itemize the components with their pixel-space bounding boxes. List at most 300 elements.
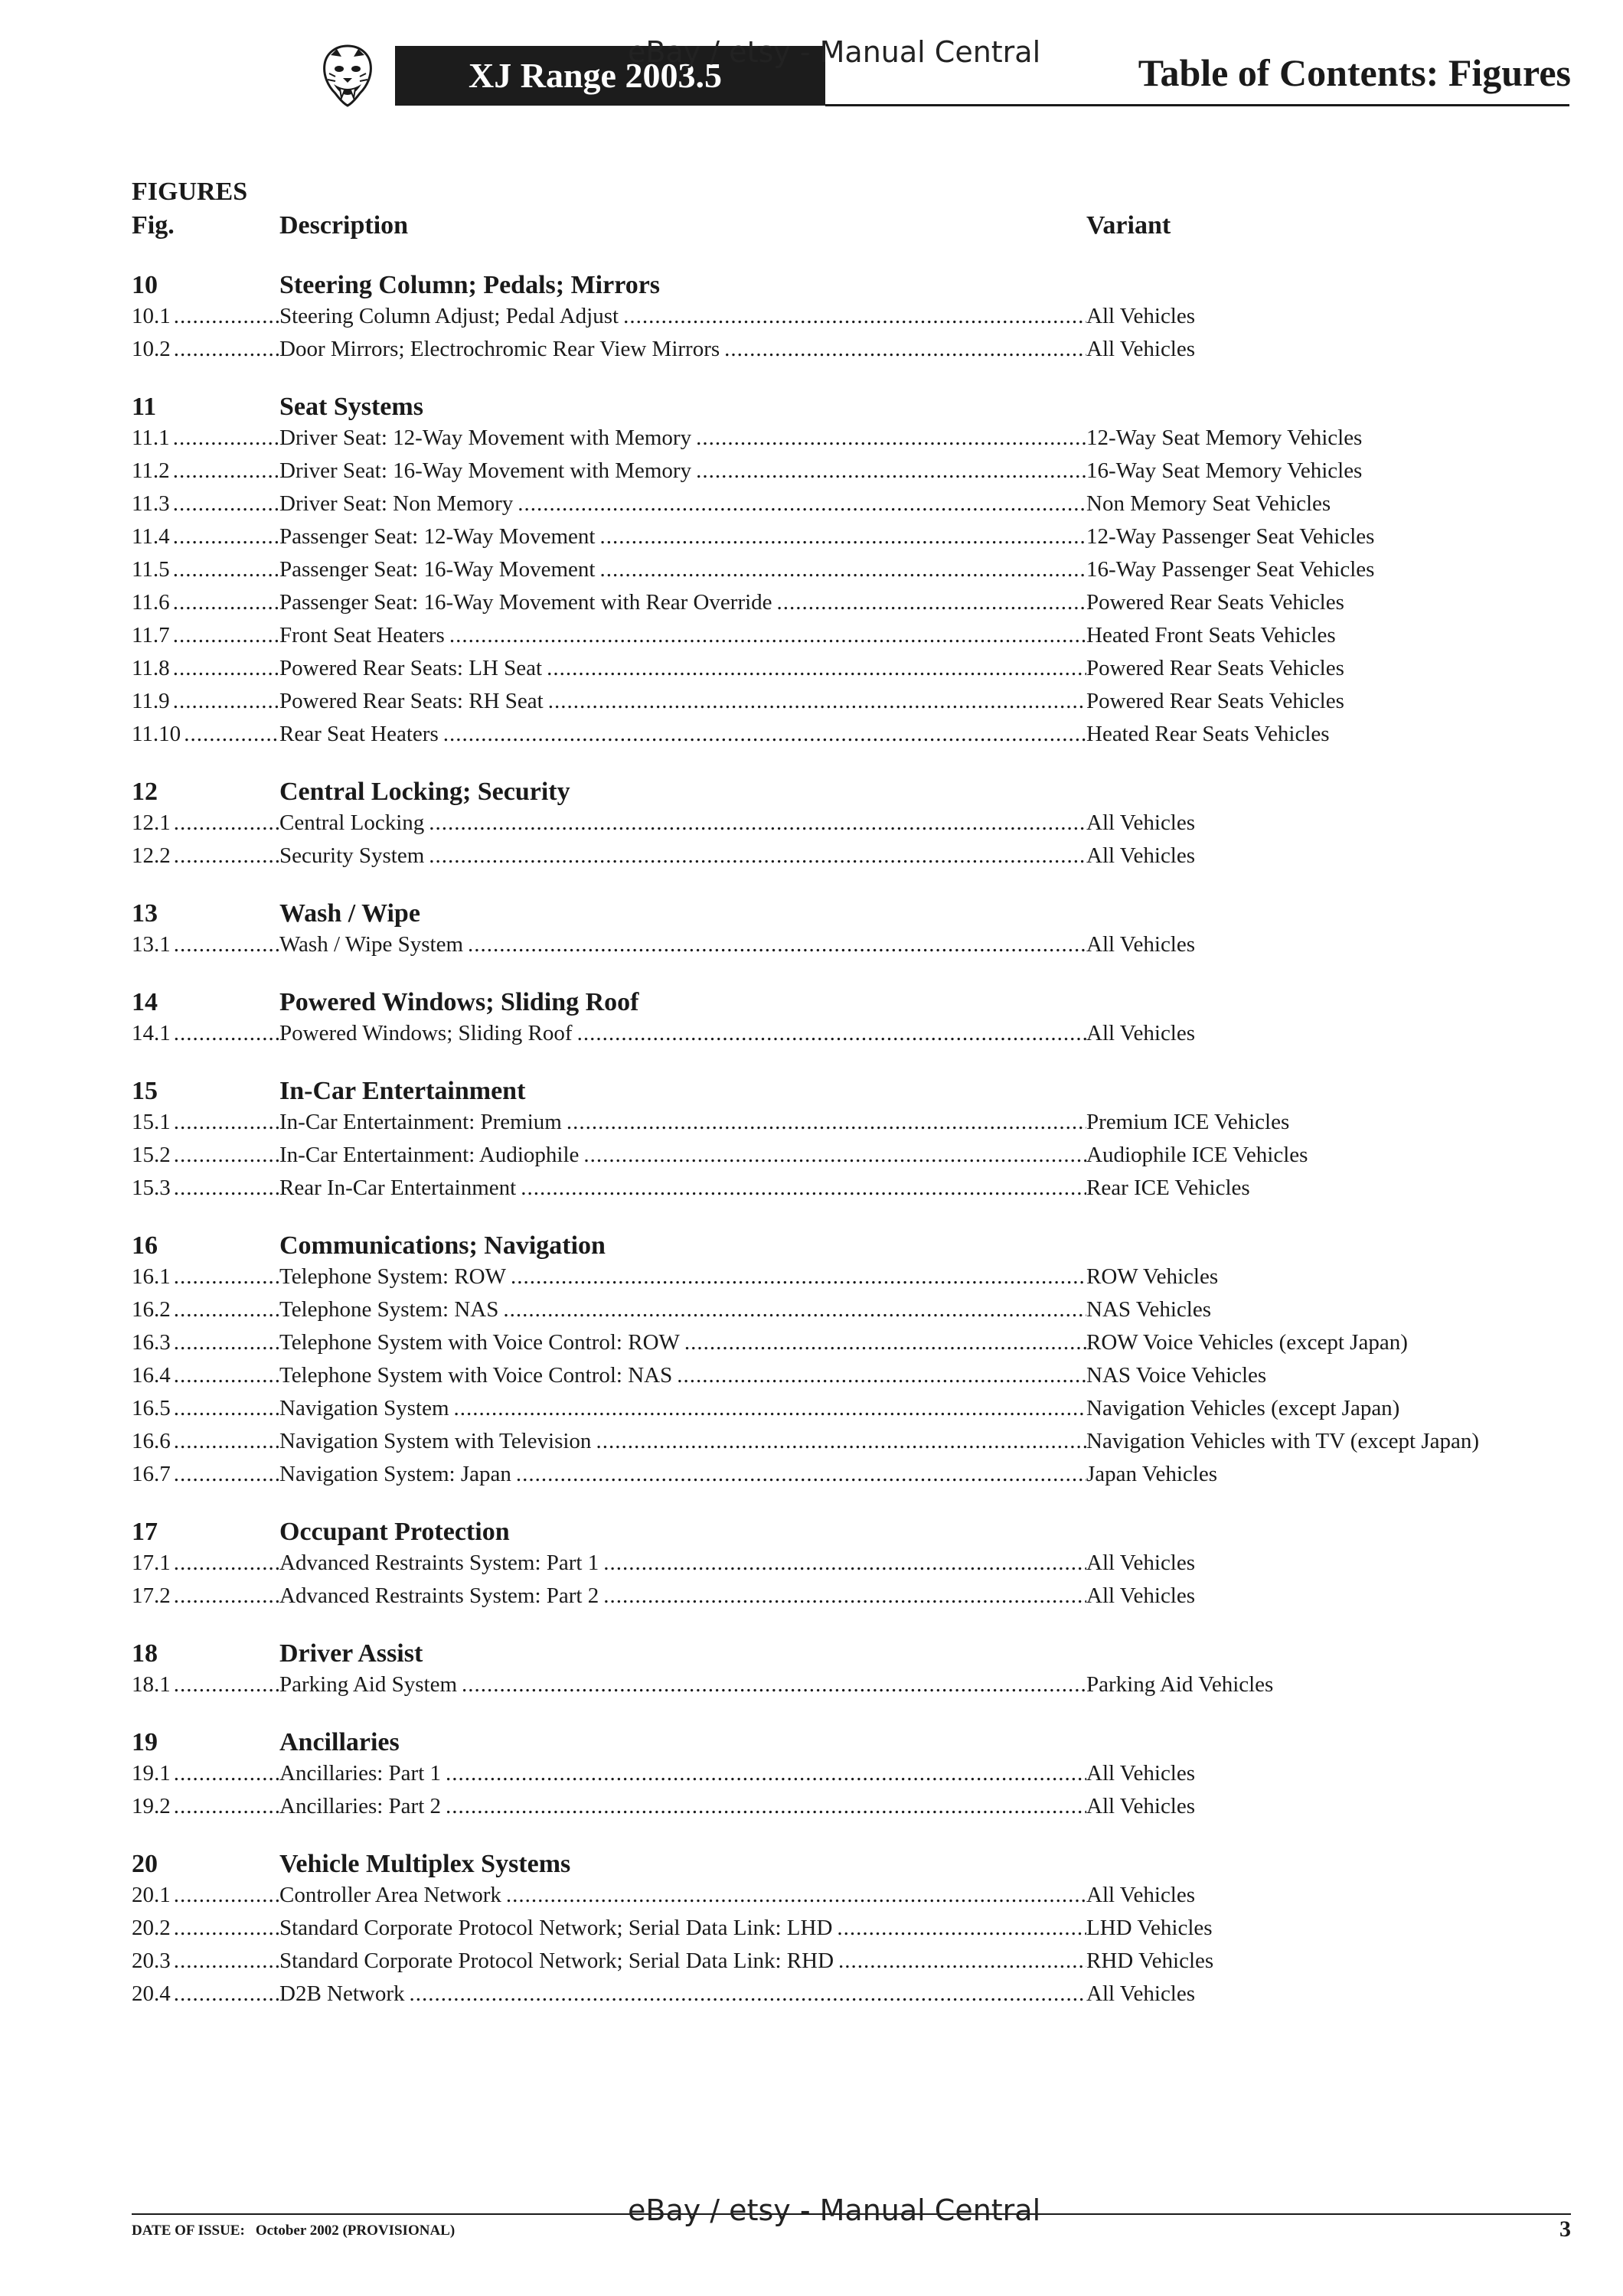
figure-description: Ancillaries: Part 2 — [279, 1794, 442, 1818]
figure-variant: All Vehicles — [1086, 932, 1196, 957]
figure-description-cell — [279, 458, 1086, 484]
figure-description: Navigation System — [279, 1396, 449, 1420]
dot-leader — [429, 843, 1086, 869]
section-heading — [132, 1635, 1579, 1668]
figure-variant: Premium ICE Vehicles — [1086, 1110, 1290, 1134]
figure-variant: All Vehicles — [1086, 1794, 1196, 1818]
figure-number: 15.2 — [132, 1143, 171, 1167]
figure-number: 11.1 — [132, 426, 170, 450]
section-title: Driver Assist — [279, 1639, 423, 1668]
figure-number-cell — [132, 524, 279, 550]
dot-leader — [677, 1363, 1086, 1388]
page-number: 3 — [1559, 2216, 1571, 2242]
figure-number-cell — [132, 1883, 279, 1908]
dot-leader — [443, 722, 1086, 747]
section-title: In-Car Entertainment — [279, 1077, 526, 1105]
dot-leader — [521, 1176, 1086, 1201]
section-heading — [132, 1072, 1579, 1106]
figure-number: 17.2 — [132, 1583, 171, 1608]
figure-description: Steering Column Adjust; Pedal Adjust — [279, 304, 619, 328]
dot-leader — [173, 426, 279, 451]
figure-number-cell — [132, 1672, 279, 1698]
figure-description-cell — [279, 1110, 1086, 1135]
section-title: Ancillaries — [279, 1728, 400, 1756]
dot-leader — [184, 722, 279, 747]
figure-variant: RHD Vehicles — [1086, 1949, 1214, 1973]
dot-leader — [174, 1883, 279, 1908]
figure-number-cell — [132, 810, 279, 836]
dot-leader — [696, 458, 1086, 484]
figure-number: 18.1 — [132, 1672, 171, 1697]
figure-number: 11.8 — [132, 656, 170, 680]
watermark-top: eBay / etsy - Manual Central — [628, 35, 1041, 69]
dot-leader — [599, 557, 1086, 582]
figure-description: Ancillaries: Part 1 — [279, 1761, 442, 1786]
figure-description-cell — [279, 843, 1086, 869]
figure-row — [132, 718, 1579, 751]
dot-leader — [174, 1110, 279, 1135]
figure-number: 12.1 — [132, 810, 171, 835]
figure-description: Rear Seat Heaters — [279, 722, 439, 746]
dot-leader — [174, 1672, 279, 1698]
section-title: Central Locking; Security — [279, 778, 570, 806]
figure-description: Passenger Seat: 16-Way Movement — [279, 557, 596, 582]
section-heading — [132, 388, 1579, 422]
column-header-variant: Variant — [1086, 211, 1171, 240]
figure-variant: 12-Way Seat Memory Vehicles — [1086, 426, 1363, 450]
figure-description-cell — [279, 1330, 1086, 1355]
section-heading — [132, 1724, 1579, 1757]
figure-description-cell — [279, 426, 1086, 451]
figure-variant: 16-Way Seat Memory Vehicles — [1086, 458, 1363, 483]
dot-leader — [173, 524, 279, 550]
figure-description: D2B Network — [279, 1981, 405, 2006]
figure-number: 20.2 — [132, 1916, 171, 1940]
figure-variant: All Vehicles — [1086, 1981, 1196, 2006]
figure-row — [132, 1017, 1579, 1050]
figure-description: Rear In-Car Entertainment — [279, 1176, 517, 1200]
figure-row — [132, 1912, 1579, 1945]
figure-row — [132, 928, 1579, 961]
figure-variant: All Vehicles — [1086, 1761, 1196, 1786]
dot-leader — [174, 1551, 279, 1576]
dot-leader — [174, 1297, 279, 1322]
figure-number: 14.1 — [132, 1021, 171, 1045]
figure-number: 11.9 — [132, 689, 170, 713]
figure-variant: NAS Vehicles — [1086, 1297, 1211, 1322]
figure-variant: All Vehicles — [1086, 810, 1196, 835]
figure-variant: Powered Rear Seats Vehicles — [1086, 689, 1344, 713]
figure-variant: ROW Vehicles — [1086, 1264, 1219, 1289]
dot-leader — [837, 1916, 1086, 1941]
figure-variant: Heated Rear Seats Vehicles — [1086, 722, 1330, 746]
figure-number-cell — [132, 656, 279, 681]
date-of-issue — [132, 2223, 455, 2239]
figure-variant: Japan Vehicles — [1086, 1462, 1217, 1486]
figure-row — [132, 1106, 1579, 1139]
figure-row — [132, 333, 1579, 366]
figure-section — [132, 1227, 1579, 1491]
figure-section — [132, 1635, 1579, 1701]
figure-row — [132, 807, 1579, 840]
figure-description-cell — [279, 557, 1086, 582]
dot-leader — [583, 1143, 1086, 1168]
figure-row — [132, 1359, 1579, 1392]
figure-variant: Navigation Vehicles (except Japan) — [1086, 1396, 1400, 1420]
figure-description-cell — [279, 656, 1086, 681]
dot-leader — [696, 426, 1086, 451]
figure-description-cell — [279, 304, 1086, 329]
column-header-fig: Fig. — [132, 211, 175, 240]
figure-description-cell — [279, 1143, 1086, 1168]
figure-description-cell — [279, 1551, 1086, 1576]
figure-section — [132, 983, 1579, 1050]
figure-description: Telephone System with Voice Control: NAS — [279, 1363, 673, 1388]
figure-number-cell — [132, 491, 279, 517]
section-number: 11 — [132, 393, 157, 421]
figure-number-cell — [132, 1462, 279, 1487]
watermark-bottom: eBay / etsy - Manual Central — [628, 2193, 1041, 2227]
section-number: 12 — [132, 778, 158, 806]
figure-section — [132, 773, 1579, 872]
figure-number: 20.1 — [132, 1883, 171, 1907]
figure-number-cell — [132, 843, 279, 869]
figure-row — [132, 1293, 1579, 1326]
figure-variant: Non Memory Seat Vehicles — [1086, 491, 1331, 516]
figure-variant: 16-Way Passenger Seat Vehicles — [1086, 557, 1375, 582]
figure-description-cell — [279, 337, 1086, 362]
figure-number: 12.2 — [132, 843, 171, 868]
section-number: 16 — [132, 1231, 158, 1260]
figure-number-cell — [132, 722, 279, 747]
dot-leader — [516, 1462, 1086, 1487]
figure-description-cell — [279, 1429, 1086, 1454]
figure-variant: LHD Vehicles — [1086, 1916, 1213, 1940]
figure-row — [132, 1172, 1579, 1205]
figure-number-cell — [132, 1330, 279, 1355]
dot-leader — [603, 1583, 1086, 1609]
dot-leader — [468, 932, 1086, 957]
figure-number-cell — [132, 1143, 279, 1168]
figure-variant: ROW Voice Vehicles (except Japan) — [1086, 1330, 1408, 1355]
figure-variant: Parking Aid Vehicles — [1086, 1672, 1274, 1697]
figure-row — [132, 1790, 1579, 1823]
issue-date: October 2002 (PROVISIONAL) — [255, 2223, 456, 2239]
section-title: Communications; Navigation — [279, 1231, 606, 1260]
figure-description: Navigation System with Television — [279, 1429, 592, 1453]
figure-number-cell — [132, 304, 279, 329]
section-title: Steering Column; Pedals; Mirrors — [279, 271, 661, 299]
figure-row — [132, 1879, 1579, 1912]
figure-number-cell — [132, 426, 279, 451]
section-number: 10 — [132, 271, 158, 299]
figure-number: 20.4 — [132, 1981, 171, 2006]
figure-description-cell — [279, 1761, 1086, 1786]
figure-number-cell — [132, 1297, 279, 1322]
figure-number: 11.5 — [132, 557, 170, 582]
figure-number: 16.4 — [132, 1363, 171, 1388]
figure-number-cell — [132, 689, 279, 714]
figure-number: 19.2 — [132, 1794, 171, 1818]
figure-description: Powered Rear Seats: RH Seat — [279, 689, 544, 713]
figure-variant: All Vehicles — [1086, 1583, 1196, 1608]
figure-number-cell — [132, 1551, 279, 1576]
figure-number-cell — [132, 1110, 279, 1135]
figure-number-cell — [132, 1761, 279, 1786]
figure-description-cell — [279, 1021, 1086, 1046]
section-number: 14 — [132, 988, 158, 1016]
figure-description-cell — [279, 1264, 1086, 1290]
figure-description: Security System — [279, 843, 425, 868]
figure-description-cell — [279, 932, 1086, 957]
section-heading — [132, 1845, 1579, 1879]
dot-leader — [174, 932, 279, 957]
figure-description-cell — [279, 1949, 1086, 1974]
section-title: Vehicle Multiplex Systems — [279, 1850, 571, 1878]
figure-variant: All Vehicles — [1086, 1883, 1196, 1907]
figure-description: Passenger Seat: 12-Way Movement — [279, 524, 596, 549]
dot-leader — [596, 1429, 1086, 1454]
section-heading — [132, 773, 1579, 807]
figure-section — [132, 1845, 1579, 2011]
figure-number: 16.2 — [132, 1297, 171, 1322]
figure-number: 16.5 — [132, 1396, 171, 1420]
dot-leader — [174, 1583, 279, 1609]
figure-description-cell — [279, 1981, 1086, 2007]
figure-number: 11.4 — [132, 524, 170, 549]
dot-leader — [410, 1981, 1086, 2007]
dot-leader — [174, 1021, 279, 1046]
section-number: 19 — [132, 1728, 158, 1756]
dot-leader — [454, 1396, 1086, 1421]
figure-description: Powered Rear Seats: LH Seat — [279, 656, 543, 680]
figure-description-cell — [279, 491, 1086, 517]
issue-label: DATE OF ISSUE: — [132, 2223, 245, 2239]
figure-row — [132, 1261, 1579, 1293]
figure-description: Central Locking — [279, 810, 425, 835]
dot-leader — [511, 1264, 1086, 1290]
figure-row — [132, 1668, 1579, 1701]
dot-leader — [599, 524, 1086, 550]
header-rule — [825, 104, 1569, 106]
figure-variant: NAS Voice Vehicles — [1086, 1363, 1267, 1388]
dot-leader — [174, 1981, 279, 2007]
figure-number: 11.7 — [132, 623, 170, 647]
figure-number: 10.1 — [132, 304, 171, 328]
figures-label: FIGURES — [132, 178, 248, 206]
dot-leader — [174, 1794, 279, 1819]
figure-description: Driver Seat: 16-Way Movement with Memory — [279, 458, 692, 483]
section-title: Powered Windows; Sliding Roof — [279, 988, 639, 1016]
figure-description: Controller Area Network — [279, 1883, 501, 1907]
figure-section — [132, 388, 1579, 751]
figure-description-cell — [279, 1396, 1086, 1421]
figure-description-cell — [279, 1363, 1086, 1388]
figure-number: 19.1 — [132, 1761, 171, 1786]
figure-variant: Rear ICE Vehicles — [1086, 1176, 1250, 1200]
section-heading — [132, 1227, 1579, 1261]
figure-number: 15.1 — [132, 1110, 171, 1134]
figure-section — [132, 895, 1579, 961]
dot-leader — [173, 590, 279, 615]
figure-description-cell — [279, 1583, 1086, 1609]
section-list — [132, 266, 1579, 2033]
figure-section — [132, 1072, 1579, 1205]
document-title: XJ Range 2003.5 — [395, 46, 825, 106]
figure-description: Standard Corporate Protocol Network; Serial Data Link: RHD — [279, 1949, 834, 1973]
dot-leader — [777, 590, 1086, 615]
dot-leader — [623, 304, 1086, 329]
dot-leader — [174, 1264, 279, 1290]
figure-number-cell — [132, 590, 279, 615]
figure-number: 16.6 — [132, 1429, 171, 1453]
figure-description-cell — [279, 1672, 1086, 1698]
figure-description-cell — [279, 810, 1086, 836]
dot-leader — [174, 337, 279, 362]
figure-row — [132, 1757, 1579, 1790]
figure-row — [132, 586, 1579, 619]
dot-leader — [174, 1761, 279, 1786]
dot-leader — [838, 1949, 1086, 1974]
dot-leader — [684, 1330, 1086, 1355]
page-heading: Table of Contents: Figures — [1138, 51, 1571, 94]
figure-number: 11.10 — [132, 722, 181, 746]
figure-row — [132, 1978, 1579, 2011]
figure-number: 11.6 — [132, 590, 170, 615]
figure-number: 16.1 — [132, 1264, 171, 1289]
figure-row — [132, 1547, 1579, 1580]
figure-description: Standard Corporate Protocol Network; Serial Data Link: LHD — [279, 1916, 833, 1940]
dot-leader — [174, 1396, 279, 1421]
figure-variant: All Vehicles — [1086, 337, 1196, 361]
dot-leader — [518, 491, 1086, 517]
figure-row — [132, 422, 1579, 455]
dot-leader — [174, 1330, 279, 1355]
figure-number: 17.1 — [132, 1551, 171, 1575]
figure-description-cell — [279, 1883, 1086, 1908]
section-heading — [132, 1513, 1579, 1547]
figure-row — [132, 1392, 1579, 1425]
figure-description: Powered Windows; Sliding Roof — [279, 1021, 573, 1045]
dot-leader — [174, 1363, 279, 1388]
figure-number-cell — [132, 1583, 279, 1609]
dot-leader — [506, 1883, 1086, 1908]
figure-number-cell — [132, 458, 279, 484]
figure-description-cell — [279, 1176, 1086, 1201]
figure-number: 11.2 — [132, 458, 170, 483]
figure-row — [132, 1139, 1579, 1172]
figure-variant: 12-Way Passenger Seat Vehicles — [1086, 524, 1375, 549]
dot-leader — [174, 1429, 279, 1454]
figure-number-cell — [132, 1794, 279, 1819]
figure-description: In-Car Entertainment: Audiophile — [279, 1143, 580, 1167]
figure-section — [132, 266, 1579, 366]
dot-leader — [446, 1761, 1086, 1786]
figure-number-cell — [132, 623, 279, 648]
figure-number-cell — [132, 1916, 279, 1941]
figure-description: Telephone System with Voice Control: ROW — [279, 1330, 680, 1355]
dot-leader — [173, 458, 279, 484]
figure-number: 13.1 — [132, 932, 171, 957]
figure-number-cell — [132, 1949, 279, 1974]
figure-description-cell — [279, 722, 1086, 747]
figure-description: Front Seat Heaters — [279, 623, 445, 647]
figure-row — [132, 619, 1579, 652]
figure-number: 20.3 — [132, 1949, 171, 1973]
dot-leader — [449, 623, 1086, 648]
dot-leader — [577, 1021, 1086, 1046]
figure-variant: Audiophile ICE Vehicles — [1086, 1143, 1308, 1167]
figure-number-cell — [132, 337, 279, 362]
section-heading — [132, 983, 1579, 1017]
figure-row — [132, 300, 1579, 333]
section-heading — [132, 895, 1579, 928]
dot-leader — [174, 1462, 279, 1487]
dot-leader — [429, 810, 1086, 836]
figure-description: Driver Seat: 12-Way Movement with Memory — [279, 426, 692, 450]
figure-number: 16.7 — [132, 1462, 171, 1486]
figure-description: Navigation System: Japan — [279, 1462, 511, 1486]
figure-row — [132, 652, 1579, 685]
figure-number-cell — [132, 932, 279, 957]
figure-description: Advanced Restraints System: Part 2 — [279, 1583, 599, 1608]
dot-leader — [174, 1143, 279, 1168]
figure-section — [132, 1724, 1579, 1823]
figure-number-cell — [132, 1363, 279, 1388]
dot-leader — [446, 1794, 1086, 1819]
section-title: Occupant Protection — [279, 1518, 510, 1546]
section-heading — [132, 266, 1579, 300]
figure-row — [132, 488, 1579, 520]
figure-number: 15.3 — [132, 1176, 171, 1200]
figure-row — [132, 455, 1579, 488]
figure-row — [132, 1580, 1579, 1613]
figure-row — [132, 1425, 1579, 1458]
figure-row — [132, 553, 1579, 586]
dot-leader — [173, 491, 279, 517]
figure-number-cell — [132, 1176, 279, 1201]
figure-description: Door Mirrors; Electrochromic Rear View Mirrors — [279, 337, 720, 361]
figure-description-cell — [279, 1462, 1086, 1487]
dot-leader — [567, 1110, 1086, 1135]
figure-variant: All Vehicles — [1086, 1021, 1196, 1045]
figure-description: Telephone System: NAS — [279, 1297, 499, 1322]
section-title: Seat Systems — [279, 393, 423, 421]
section-number: 20 — [132, 1850, 158, 1878]
figure-number-cell — [132, 1429, 279, 1454]
figure-number-cell — [132, 557, 279, 582]
figure-description: Wash / Wipe System — [279, 932, 464, 957]
section-number: 18 — [132, 1639, 158, 1668]
figure-description: Passenger Seat: 16-Way Movement with Rear Override — [279, 590, 772, 615]
figure-row — [132, 1458, 1579, 1491]
figure-row — [132, 840, 1579, 872]
figure-number: 16.3 — [132, 1330, 171, 1355]
figure-variant: All Vehicles — [1086, 843, 1196, 868]
figure-variant: Powered Rear Seats Vehicles — [1086, 590, 1344, 615]
dot-leader — [548, 689, 1086, 714]
figure-number-cell — [132, 1396, 279, 1421]
dot-leader — [174, 843, 279, 869]
figure-description: Telephone System: ROW — [279, 1264, 506, 1289]
figure-row — [132, 1945, 1579, 1978]
figure-number-cell — [132, 1981, 279, 2007]
figure-row — [132, 1326, 1579, 1359]
dot-leader — [174, 1949, 279, 1974]
section-number: 13 — [132, 899, 158, 928]
figure-variant: All Vehicles — [1086, 304, 1196, 328]
section-title: Wash / Wipe — [279, 899, 420, 928]
